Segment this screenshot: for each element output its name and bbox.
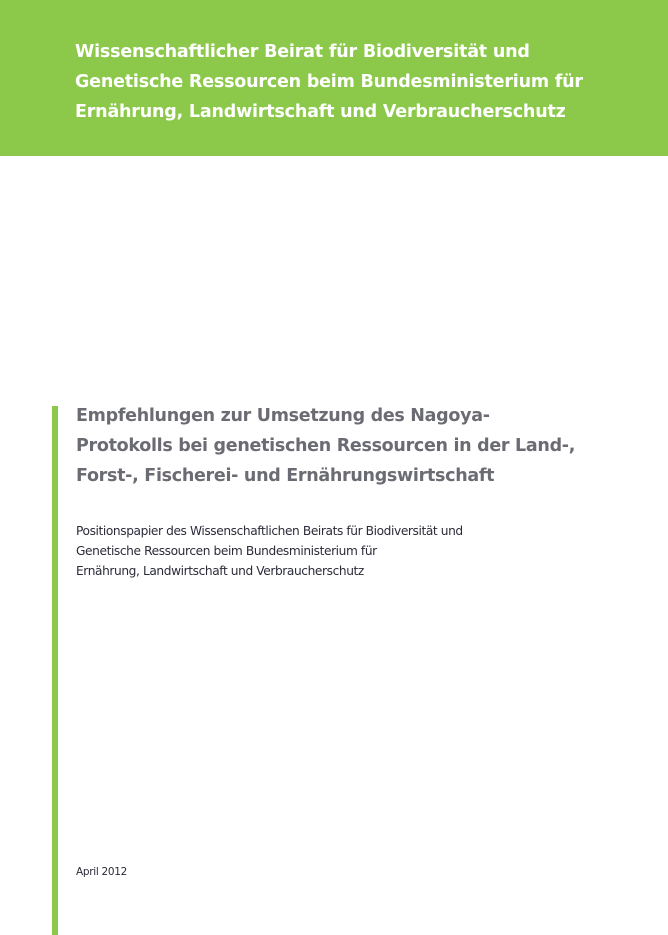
header-banner	[0, 0, 668, 156]
subtitle-line: Positionspapier des Wissenschaftlichen Beirats für Biodiversität und	[76, 524, 463, 538]
publisher-name	[75, 37, 655, 127]
title-line: Empfehlungen zur Umsetzung des Nagoya-	[76, 406, 490, 426]
title-line: Protokolls bei genetischen Ressourcen in der Land-,	[76, 436, 576, 456]
accent-bar	[52, 406, 58, 935]
publisher-line: Genetische Ressourcen beim Bundesministerium für	[75, 72, 583, 92]
publisher-line: Ernährung, Landwirtschaft und Verbraucherschutz	[75, 102, 566, 122]
subtitle-line: Ernährung, Landwirtschaft und Verbraucherschutz	[76, 564, 364, 578]
title-line: Forst-, Fischerei- und Ernährungswirtschaft	[76, 466, 495, 486]
publisher-line: Wissenschaftlicher Beirat für Biodiversität und	[75, 42, 530, 62]
document-subtitle	[76, 521, 636, 581]
document-title	[76, 401, 636, 491]
publication-date: April 2012	[76, 866, 128, 878]
subtitle-line: Genetische Ressourcen beim Bundesministerium für	[76, 544, 377, 558]
